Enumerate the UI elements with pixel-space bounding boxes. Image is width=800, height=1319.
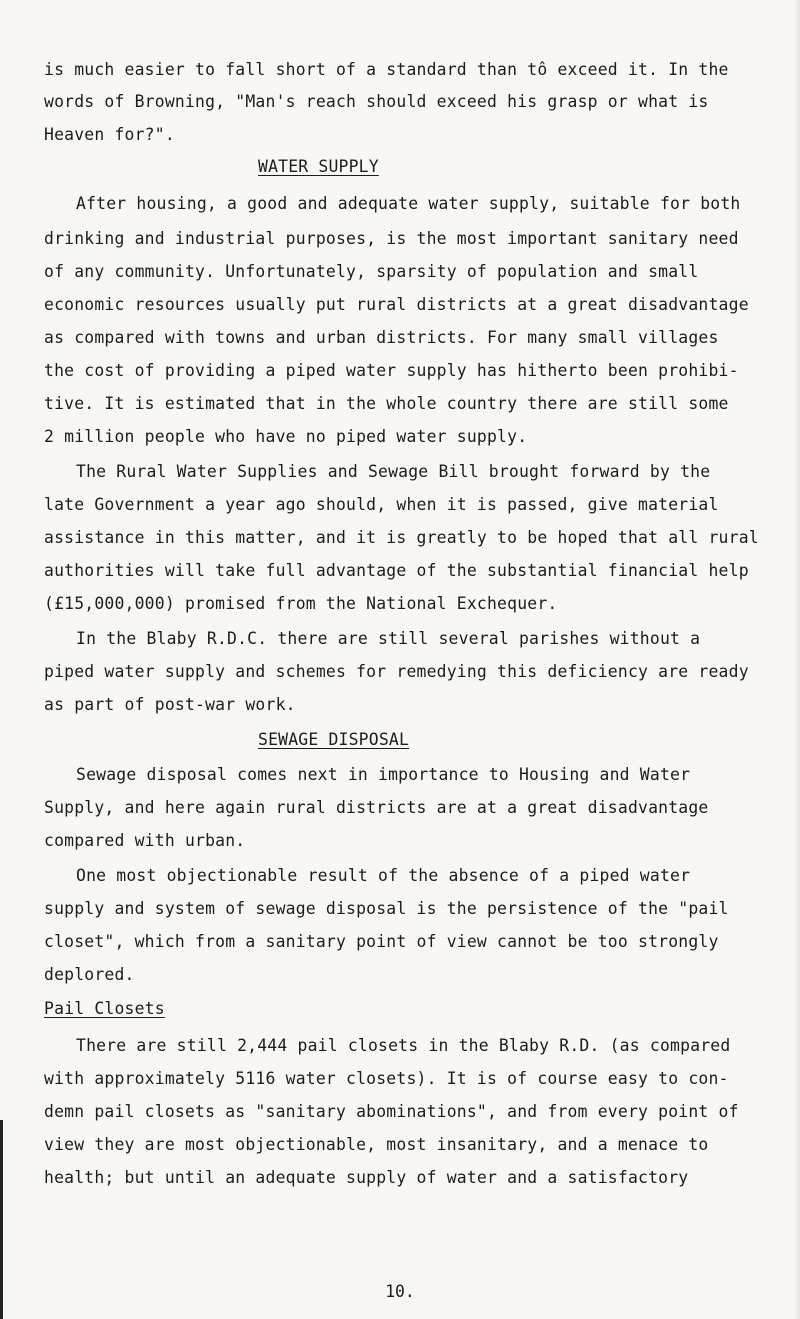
body-line: tive. It is estimated that in the whole country there are still some xyxy=(44,394,729,413)
body-line: late Government a year ago should, when it is passed, give material xyxy=(44,495,719,514)
body-line: In the Blaby R.D.C. there are still several parishes without a xyxy=(76,629,701,648)
body-line: Heaven for?". xyxy=(44,125,175,144)
body-line: Supply, and here again rural districts are at a great disadvantage xyxy=(44,798,709,817)
body-line: compared with urban. xyxy=(44,831,246,850)
body-line: piped water supply and schemes for remedying this deficiency are ready xyxy=(44,662,749,681)
body-line: health; but until an adequate supply of water and a satisfactory xyxy=(44,1168,689,1187)
body-line: as part of post-war work. xyxy=(44,695,296,714)
body-line: One most objectionable result of the absence of a piped water xyxy=(76,866,691,885)
document-body xyxy=(44,0,774,1187)
body-line: with approximately 5116 water closets). It is of course easy to con- xyxy=(44,1069,729,1088)
body-line: deplored. xyxy=(44,965,135,984)
body-line: words of Browning, "Man's reach should exceed his grasp or what is xyxy=(44,92,709,111)
body-line: as compared with towns and urban districts. For many small villages xyxy=(44,328,719,347)
body-line: drinking and industrial purposes, is the most important sanitary need xyxy=(44,229,739,248)
section-heading-water-supply: WATER SUPPLY xyxy=(258,157,379,176)
body-line: (£15,000,000) promised from the National Exchequer. xyxy=(44,594,558,613)
body-line: is much easier to fall short of a standard than tô exceed it. In the xyxy=(44,60,729,79)
page-number: 10. xyxy=(385,1282,415,1301)
body-line: 2 million people who have no piped water supply. xyxy=(44,427,528,446)
binding-edge-mark xyxy=(0,1120,3,1319)
body-line: After housing, a good and adequate water supply, suitable for both xyxy=(76,194,741,213)
body-line: economic resources usually put rural districts at a great disadvantage xyxy=(44,295,749,314)
body-line: There are still 2,444 pail closets in the Blaby R.D. (as compared xyxy=(76,1036,731,1055)
body-line: authorities will take full advantage of the substantial financial help xyxy=(44,561,749,580)
body-line: The Rural Water Supplies and Sewage Bill brought forward by the xyxy=(76,462,711,481)
body-line: supply and system of sewage disposal is the persistence of the "pail xyxy=(44,899,729,918)
section-heading-sewage-disposal: SEWAGE DISPOSAL xyxy=(258,730,410,749)
body-line: view they are most objectionable, most insanitary, and a menace to xyxy=(44,1135,709,1154)
body-line: closet", which from a sanitary point of view cannot be too strongly xyxy=(44,932,719,951)
body-line: of any community. Unfortunately, sparsity of population and small xyxy=(44,262,699,281)
body-line: demn pail closets as "sanitary abominations", and from every point of xyxy=(44,1102,739,1121)
page-edge-shadow xyxy=(794,0,800,1319)
body-line: Sewage disposal comes next in importance to Housing and Water xyxy=(76,765,691,784)
body-line: the cost of providing a piped water supply has hitherto been prohibi- xyxy=(44,361,739,380)
subheading-pail-closets: Pail Closets xyxy=(44,999,165,1018)
body-line: assistance in this matter, and it is greatly to be hoped that all rural xyxy=(44,528,759,547)
